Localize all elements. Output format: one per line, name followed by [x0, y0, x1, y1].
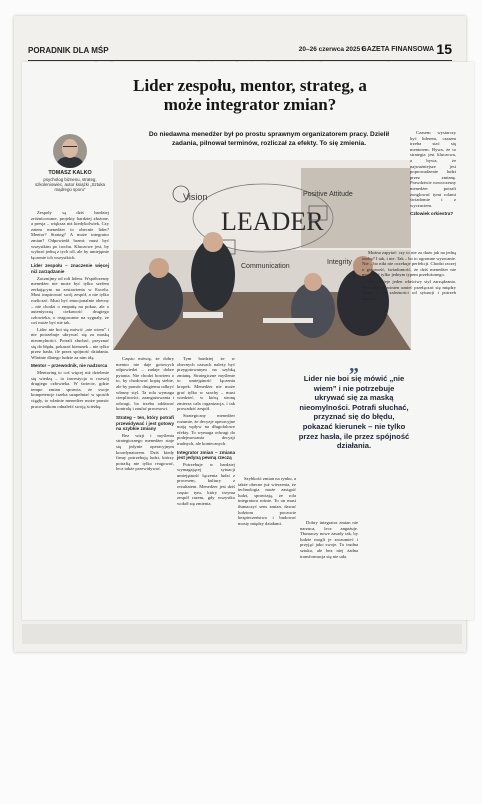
subheading-orchestra: Człowiek orkiestra?	[410, 211, 454, 217]
column-5	[300, 520, 358, 560]
page-number: 15	[436, 41, 452, 57]
paragraph: Strategiczny menedżer rozumie, że decyzje operacyjne mają wpływ na długofalowe efekty. To wymaga odwagi do podejmowania decyzji trudnych, ale koniecznych.	[177, 412, 235, 446]
paragraph: Bez wizji i myślenia strategicznego menedżer staje się jedynie operacyjnym koordynatorem. Dziś kiedy firmy potrzebują ludzi, którzy potrafią nie tylko reagować, lecz także przewidywać.	[116, 432, 174, 472]
subheading-integrator: Integrator zmian – zmiana jest jedyną pewną rzeczą	[177, 449, 235, 461]
paragraph: Tym bardziej że w obecnych czasach należy być przygotowanym na szybką zmianę. Strategiczne myślenie to umiejętność łączenia kropek. Menedżer nie może grać tylko w szachy – musi wiedzieć, w którą stronę zmierza cała organizacja, i tak prowadzić zespół.	[177, 356, 235, 412]
quote-mark-icon: „	[349, 354, 359, 376]
paragraph: Potrzebuje w bardziej wymagającej sytuacji umiejętność łączenia ludzi z procesem, kultury z rezultatem. Menedżer jest dziś często tym, który trzyma zespół razem, gdy wszystko wokół się zmienia.	[177, 461, 235, 506]
photo-word-attitude: Positive Attitude	[303, 191, 353, 198]
paragraph: Zespoły są dziś bardziej zróżnicowane, projekty bardziej złożone, a presja – większa niż kiedykolwiek. Czy zatem menedżer to obecnie lider? Mentor? Strateg? A może integrator zmian? Odpowiedź brzmi: musi być wszystkim po trochu. Kluczowe jest, by wybrać jedną z tych ról, ale by umiejętnie łączenie ich wszystkich.	[31, 210, 109, 260]
paragraph: Często mówię, że dobry mentor nie daje gotowych odpowiedzi – zadaje dobre pytania. Nie chodzi bowiem o to, by chodować kopię siebie, ale by pomóc drugiemu odkryć własny styl. Ta rola wymaga cierpliwości, zaangażowania i odwagi, bo trzeba oddawać kontrolę i zaufać procesowi.	[116, 356, 174, 412]
subheading-strategist: Strateg – ten, który potrafi przewidywać i jest gotowy na szybkie zmiany	[116, 414, 174, 432]
paragraph: Nie istnieje jeden właściwy styl zarządzania. Menedżer powinien umieć przełączać się między rolami – w zależności od sytuacji i potrzeb zespołu.	[362, 278, 456, 301]
paragraph: Szybkość zmian na rynku, a także obecne już wierzenia, że technologia może zastąpić ludzi, sprawiają, że rola integratora rośnie. To on musi tłumaczyć sens zmian, dawać ludziom poczucie bezpieczeństwa i budować mosty między działami.	[238, 476, 296, 526]
paragraph: Można zapytać: czy to nie za dużo jak na jedną osobę? I tak, i nie. Tak – bo to ogromne wyzwanie. Nie – bo nikt nie oczekuje perfekcji. Chodzi raczej o gotowość, świadomość, że dziś menedżer nie może być tylko jednym typem przełożonego.	[362, 250, 456, 278]
paragraph: Lider nie boi się mówić „nie wiem” i nie potrzebuje ukrywać się za maską nieomylności. Potrafi słuchać, przyznać się do błędu, pokazać kierunek – nie tylko przez hasła, ile przez spójność działania. Właśnie dlatego ludzie za nim idą.	[31, 326, 109, 360]
column-1	[31, 210, 109, 410]
column-7	[410, 130, 456, 218]
photo-word-communication: Communication	[241, 263, 290, 270]
photo-word-vision: Vision	[183, 192, 208, 202]
issue-date: 20–26 czerwca 2025 r.	[298, 46, 366, 53]
paragraph: Mentoring to coś więcej niż dzielenie się wiedzą – to inwestycja w rozwój drugiego człowieka. W świecie, gdzie tempo zmian sprawia, że swoje kompetencje trzeba uzupełniać w sposób ciągły, to właśnie menedżer może pomóc pracownikom odnaleźć swoją ścieżkę.	[31, 370, 109, 409]
paragraph: Dobry integrator zmian nie narzuca, lecz angażuje. Tłumaczy nowe zasady tak, by ludzie mogli je zrozumieć i przyjąć jako swoje. To trudna sztuka, ale bez niej żadna transformacja się nie uda.	[300, 520, 358, 559]
column-8	[362, 250, 456, 302]
column-3	[177, 356, 235, 507]
author-photo	[53, 134, 87, 168]
column-2	[116, 356, 174, 473]
paragraph: Czasem wystarczy być liderem, czasem trzeba stać się mentorem. Bywa, że to strategia jest kluczowa, a bywa, że najważniejsze jest poprowadzenie ludzi przez zmianę. Prawdziwie nowoczesny menedżer potrafi żonglować tymi rolami świadomie i z wyczuciem.	[410, 130, 456, 208]
photo-word-leader: LEADER	[221, 207, 324, 236]
article-headline: Lider zespołu, mentor, strateg, a może integrator zmian?	[133, 76, 367, 114]
pull-quote	[298, 356, 410, 451]
paragraph: Zacznijmy od roli lidera. Współczesny menedżer nie może być tylko szefem zerkającym na zestawienia w Excelu. Musi inspirować swój zespół, a nie tylko rozliczać. Musi być emocjonalnie obecny – nie chodzi o empatię na pokaz, ale o autentyczną ciekawość drugiego człowieka, o reagowanie na sygnały, że coś może być nie tak.	[31, 275, 109, 326]
subheading-leader: Lider zespołu – znaczenie więcej niż zarządzanie	[31, 263, 109, 274]
pull-quote-text: Lider nie boi się mówić „nie wiem” i nie potrzebuje ukrywać się za maską nieomylności. Potrafi słuchać, przyznać się do błędu, pokazać kierunek – nie tylko przez hasła, ile przez spójność działania.	[298, 374, 410, 451]
subheading-mentor: Mentor – przewodnik, nie nadzorca	[31, 363, 108, 369]
author-name: TOMASZ KALKO	[48, 170, 92, 176]
column-4	[238, 476, 296, 527]
author-bio: psycholog biznesu, strateg, szkoleniowiec, autor książki „Sztuka mądrego sporu”	[34, 177, 106, 193]
photo-word-integrity: Integrity	[327, 259, 352, 266]
author-box	[31, 134, 109, 193]
page-bottom-margin	[22, 624, 462, 644]
article-lead: Do niedawna menedżer był po prostu sprawnym organizatorem pracy. Dzielił zadania, pilnował terminów, rozliczał za efekty. To się zmienia.	[148, 131, 390, 147]
section-title: PORADNIK DLA MŚP	[28, 46, 109, 55]
newspaper-name: GAZETA FINANSOWA	[361, 46, 434, 53]
running-header	[28, 41, 452, 58]
